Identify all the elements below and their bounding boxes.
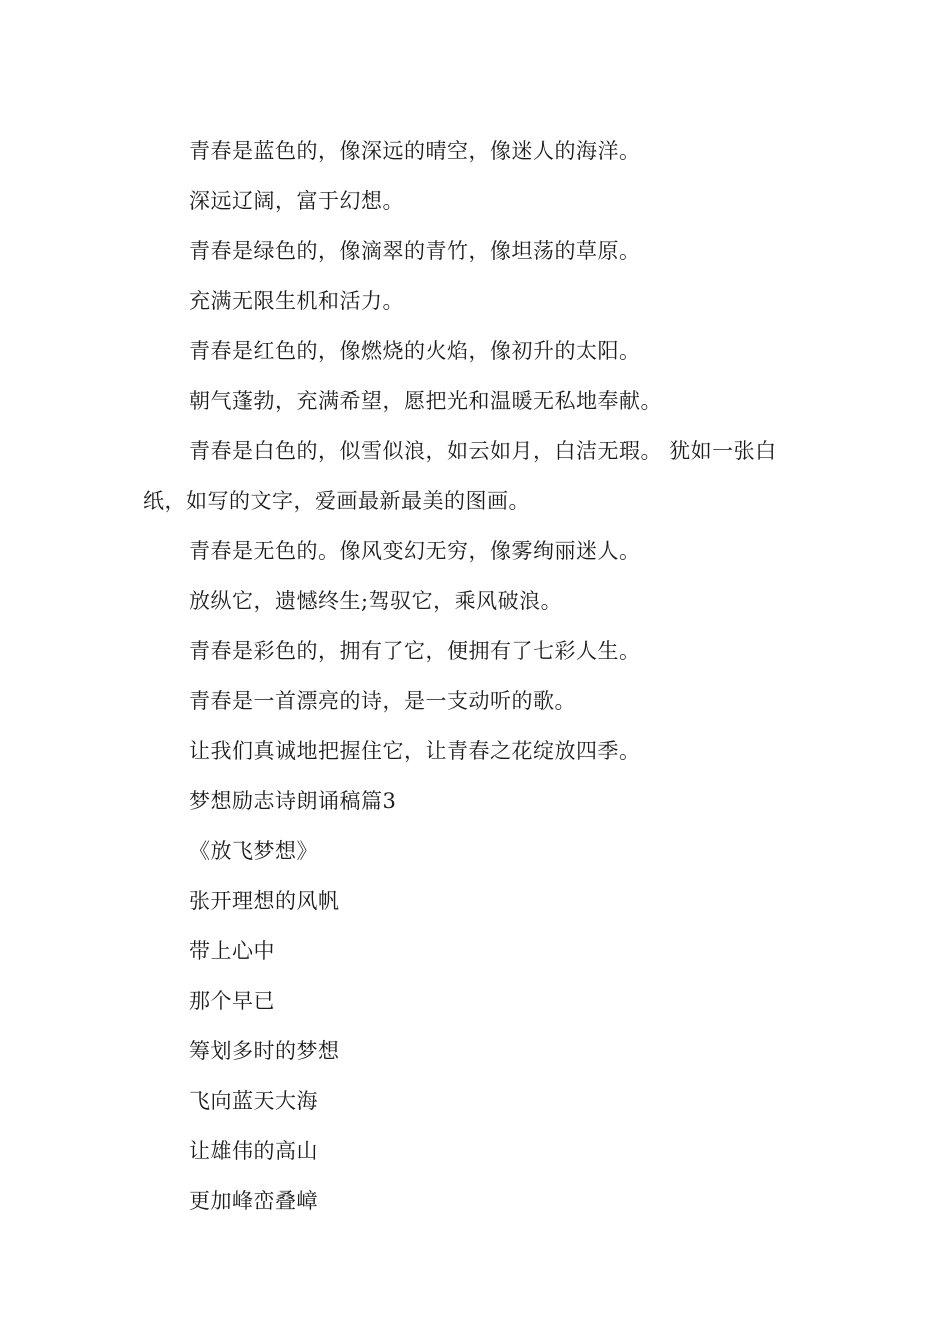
paragraph-four-seasons: 让我们真诚地把握住它，让青春之花绽放四季。 — [189, 739, 641, 763]
poem-line: 飞向蓝天大海 — [189, 1089, 318, 1113]
paragraph-green-youth: 青春是绿色的，像滴翠的青竹，像坦荡的草原。 — [189, 239, 641, 263]
paragraph-poem-song: 青春是一首漂亮的诗，是一支动听的歌。 — [189, 689, 576, 713]
paragraph-white-youth-wrap: 纸，如写的文字，爱画最新最美的图画。 — [143, 489, 530, 513]
poem-line: 张开理想的风帆 — [189, 889, 340, 913]
paragraph-green-youth-cont: 充满无限生机和活力。 — [189, 289, 404, 313]
poem-line: 带上心中 — [189, 939, 275, 963]
paragraph-blue-youth-cont: 深远辽阔，富于幻想。 — [189, 189, 404, 213]
paragraph-blue-youth: 青春是蓝色的，像深远的晴空，像迷人的海洋。 — [189, 139, 641, 163]
paragraph-colorless-youth-cont: 放纵它，遗憾终生;驾驭它，乘风破浪。 — [189, 589, 563, 613]
paragraph-white-youth: 青春是白色的，似雪似浪，如云如月，白洁无瑕。 犹如一张白 — [189, 439, 777, 463]
section-heading: 梦想励志诗朗诵稿篇3 — [189, 789, 397, 813]
poem-line: 那个早已 — [189, 989, 275, 1013]
poem-line: 筹划多时的梦想 — [189, 1039, 340, 1063]
poem-line: 更加峰峦叠嶂 — [189, 1189, 318, 1213]
poem-title: 《放飞梦想》 — [189, 839, 318, 863]
paragraph-colorless-youth: 青春是无色的。像风变幻无穷，像雾绚丽迷人。 — [189, 539, 641, 563]
paragraph-red-youth-cont: 朝气蓬勃，充满希望，愿把光和温暖无私地奉献。 — [189, 389, 662, 413]
poem-line: 让雄伟的高山 — [189, 1139, 318, 1163]
paragraph-colorful-youth: 青春是彩色的，拥有了它，便拥有了七彩人生。 — [189, 639, 641, 663]
paragraph-red-youth: 青春是红色的，像燃烧的火焰，像初升的太阳。 — [189, 339, 641, 363]
